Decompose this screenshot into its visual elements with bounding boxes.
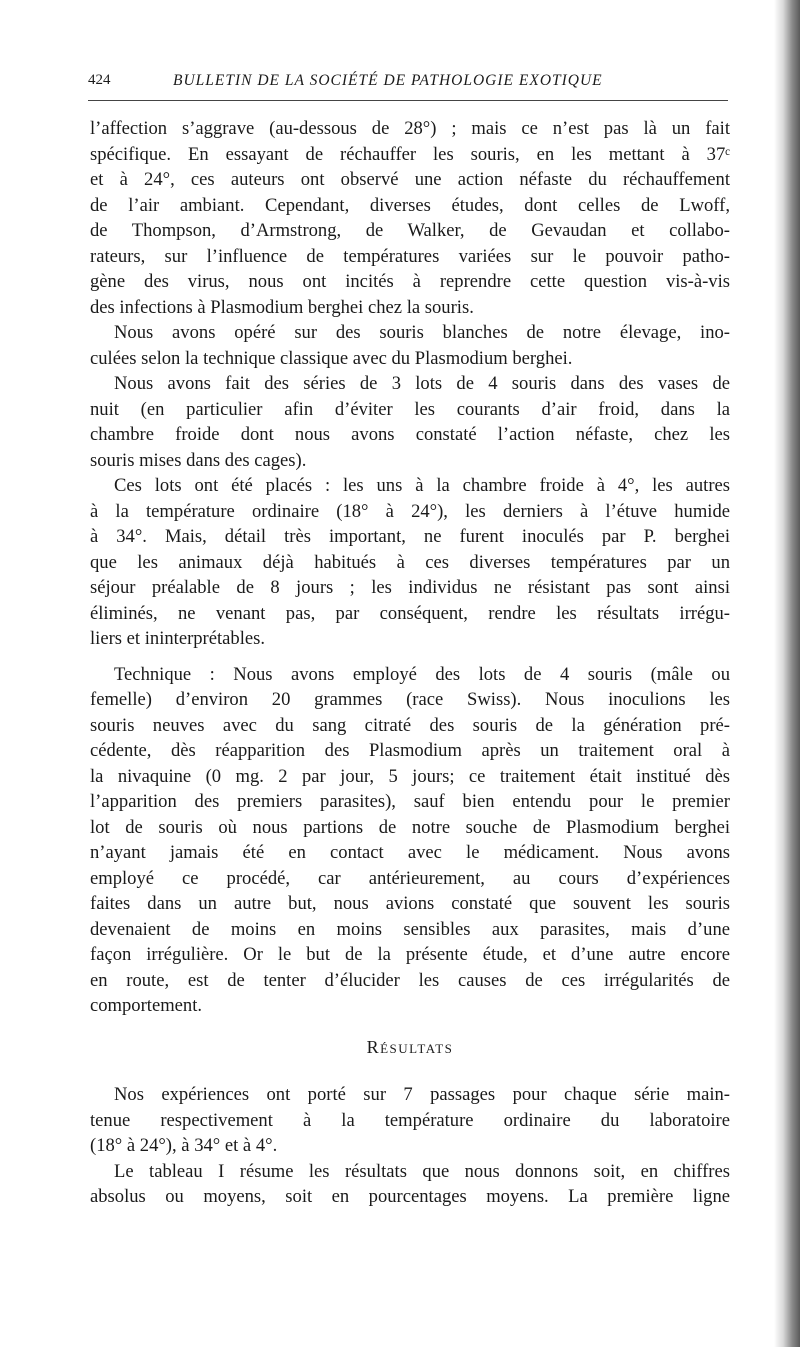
text-line: lot de souris où nous partions de notre souche de Plasmodium berghei	[90, 816, 730, 838]
text-line: Le tableau I résume les résultats que nous donnons soit, en chiffres	[114, 1160, 730, 1182]
text-line: la nivaquine (0 mg. 2 par jour, 5 jours; ce traitement était institué dès	[90, 765, 730, 787]
text-line: cédente, dès réapparition des Plasmodium après un traitement oral à	[90, 740, 730, 761]
text-line: souris neuves avec du sang citraté des souris de la génération pré-	[90, 714, 730, 736]
text-line: que les animaux déjà habitués à ces diverses températures par un	[90, 551, 730, 573]
page-edge-shadow	[774, 0, 800, 1347]
text-line: à la température ordinaire (18° à 24°), les derniers à l’étuve humide	[90, 500, 730, 522]
text-line: Nos expériences ont porté sur 7 passages pour chaque série main-	[114, 1084, 730, 1105]
running-head: BULLETIN DE LA SOCIÉTÉ DE PATHOLOGIE EXOTIQUE	[173, 72, 603, 89]
text-line: faites dans un autre but, nous avions constaté que souvent les souris	[90, 893, 730, 914]
text-line: devenaient de moins en moins sensibles aux parasites, mais d’une	[90, 918, 730, 940]
text-line: culées selon la technique classique avec du Plasmodium berghei.	[90, 347, 573, 369]
text-line: (18° à 24°), à 34° et à 4°.	[90, 1135, 278, 1156]
text-line: gène des virus, nous ont incités à reprendre cette question vis-à-vis	[90, 271, 730, 292]
text-line: chambre froide dont nous avons constaté l’action néfaste, chez les	[90, 424, 730, 445]
text-line: façon irrégulière. Or le but de la présente étude, et d’une autre encore	[90, 944, 730, 965]
text-line: nuit (en particulier afin d’éviter les courants d’air froid, dans la	[90, 398, 730, 420]
text-line: absolus ou moyens, soit en pourcentages moyens. La première ligne	[90, 1186, 730, 1207]
text-line: l’apparition des premiers parasites), sauf bien entendu pour le premier	[90, 791, 730, 812]
text-line: spécifique. En essayant de réchauffer les souris, en les mettant à 37ᶜ	[90, 143, 730, 165]
text-line: femelle) d’environ 20 grammes (race Swiss). Nous inoculions les	[90, 689, 730, 710]
section-heading: Résultats	[366, 1036, 454, 1057]
text-line: l’affection s’aggrave (au-dessous de 28°) ; mais ce n’est pas là un fait	[90, 118, 730, 139]
text-line: Technique : Nous avons employé des lots de 4 souris (mâle ou	[114, 663, 730, 685]
text-line: en route, est de tenter d’élucider les causes de ces irrégularités de	[90, 969, 730, 991]
text-line: séjour préalable de 8 jours ; les individus ne résistant pas sont ainsi	[90, 577, 730, 598]
text-line: Nous avons fait des séries de 3 lots de 4 souris dans des vases de	[114, 373, 730, 394]
text-line: de Thompson, d’Armstrong, de Walker, de Gevaudan et collabo-	[90, 220, 730, 241]
text-line: Nous avons opéré sur des souris blanches de notre élevage, ino-	[114, 322, 730, 343]
text-line: des infections à Plasmodium berghei chez la souris.	[90, 296, 474, 318]
text-line: rateurs, sur l’influence de températures variées sur le pouvoir patho-	[90, 245, 730, 267]
text-line: comportement.	[90, 995, 203, 1016]
page-number: 424	[88, 72, 111, 88]
page-header	[88, 72, 728, 98]
text-line: éliminés, ne venant pas, par conséquent, rendre les résultats irrégu-	[90, 602, 730, 624]
text-line: n’ayant jamais été en contact avec le médicament. Nous avons	[90, 842, 730, 863]
body-text	[90, 116, 730, 1210]
header-rule	[88, 100, 728, 101]
text-line: à 34°. Mais, détail très important, ne furent inoculés par P. berghei	[90, 526, 730, 547]
text-line: souris mises dans des cages).	[90, 449, 307, 471]
text-line: tenue respectivement à la température ordinaire du laboratoire	[90, 1109, 730, 1131]
text-line: de l’air ambiant. Cependant, diverses études, dont celles de Lwoff,	[90, 194, 730, 216]
text-line: et à 24°, ces auteurs ont observé une action néfaste du réchauffement	[90, 169, 730, 190]
text-line: Ces lots ont été placés : les uns à la chambre froide à 4°, les autres	[114, 475, 730, 496]
text-line: liers et ininterprétables.	[90, 628, 266, 649]
text-line: employé ce procédé, car antérieurement, au cours d’expériences	[90, 867, 730, 889]
